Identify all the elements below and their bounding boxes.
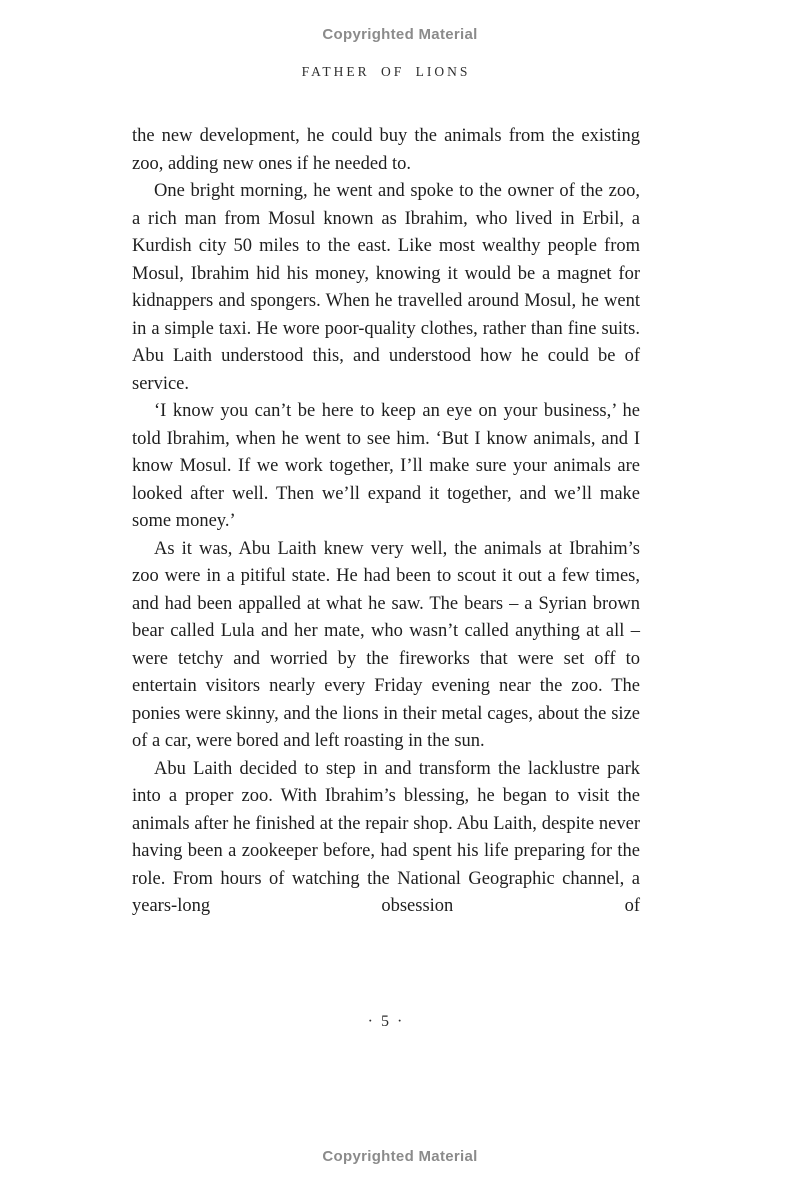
copyright-notice-top: Copyrighted Material: [322, 26, 478, 43]
page-body: [132, 123, 640, 921]
paragraph: As it was, Abu Laith knew very well, the animals at Ibrahim’s zoo were in a pitiful state. He had been to scout it out a few times, and had been appalled at what he saw. The bears – a Syrian brown bear called Lula and her mate, who wasn’t called anything at all – were tetchy and worried by the fireworks that were set off to entertain visitors nearly every Friday evening near the zoo. The ponies were skinny, and the lions in their metal cages, about the size of a car, were bored and left roasting in the sun.: [132, 538, 640, 751]
paragraph: the new development, he could buy the animals from the existing zoo, adding new ones if he needed to.: [132, 126, 640, 174]
paragraph: Abu Laith decided to step in and transform the lacklustre park into a proper zoo. With Ibrahim’s blessing, he began to visit the animals after he finished at the repair shop. Abu Laith, despite never having been a zookeeper before, had spent his life preparing for the role. From hours of watching the National Geographic channel, a years-long obsession of: [132, 758, 640, 916]
page-number: · 5 ·: [367, 1013, 405, 1030]
copyright-notice-bottom: Copyrighted Material: [322, 1148, 478, 1165]
paragraph: ‘I know you can’t be here to keep an eye on your business,’ he told Ibrahim, when he went to see him. ‘But I know animals, and I know Mosul. If we work together, I’ll make sure your animals are looked after well. Then we’ll expand it together, and we’ll make some money.’: [132, 401, 640, 531]
paragraph: One bright morning, he went and spoke to the owner of the zoo, a rich man from Mosul known as Ibrahim, who lived in Erbil, a Kurdish city 50 miles to the east. Like most wealthy people from Mosul, Ibrahim hid his money, knowing it would be a magnet for kidnappers and spongers. When he travelled around Mosul, he went in a simple taxi. He wore poor-quality clothes, rather than fine suits. Abu Laith understood this, and understood how he could be of service.: [132, 181, 640, 394]
running-header: FATHER OF LIONS: [301, 64, 471, 79]
